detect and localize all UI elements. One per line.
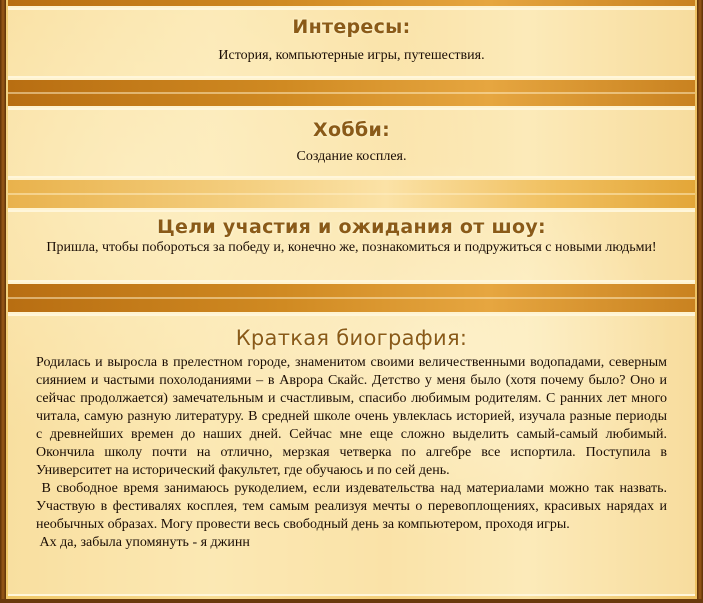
- top-divider: [8, 0, 695, 8]
- right-frame-border: [697, 0, 703, 603]
- interests-section: [8, 8, 695, 78]
- hobby-section: [8, 108, 695, 178]
- goals-text: Пришла, чтобы побороться за победу и, конечно же, познакомиться и подружиться с новыми людьми!: [46, 240, 657, 255]
- bottom-frame-border: [0, 599, 703, 603]
- bio-paragraph-3: Ах да, забыла упомянуть - я джинн: [36, 535, 250, 550]
- goals-title: Цели участия и ожидания от шоу:: [157, 216, 546, 238]
- bio-paragraph-2: В свободное время занимаюсь рукоделием, если издевательства над материалами можно так назвать. Участвую в фестивалях косплея, тем самым реализуя мечты о перевоплощениях, красивых нарядах и необычных образах. Могу провести весь свободный день за компьютером, проходя игры.: [36, 481, 671, 532]
- interests-title: Интересы:: [292, 16, 411, 38]
- left-frame-border: [0, 0, 6, 603]
- bio-paragraph-1: Родилась и выросла в прелестном городе, знаменитом своими величественными водопадами, северным сиянием и частыми похолоданиями – в Аврора Скайс. Детство у меня было (хотя почему было? Оно и сейчас продолжается) замечательным и счастливым, спасибо любимым родителям. С ранних лет много читала, самую разную литературу. В средней школе очень увлеклась историей, изучала разные периоды с древнейших времен до наших дней. Сейчас мне еще сложно выделить самый-самый любимый. Окончила школу почти на отлично, мерзкая четверка по алгебре все испортила. Поступила в Университет на исторический факультет, где обучаюсь и по сей день.: [36, 355, 667, 478]
- divider-2: [8, 178, 695, 210]
- hobby-title: Хобби:: [313, 119, 390, 141]
- bio-title: Краткая биография:: [235, 326, 468, 350]
- interests-text: История, компьютерные игры, путешествия.: [218, 48, 485, 63]
- divider-3: [8, 282, 695, 314]
- goals-section: [8, 210, 695, 282]
- divider-1: [8, 78, 695, 108]
- biography-section: [8, 314, 695, 596]
- hobby-text: Создание косплея.: [296, 149, 407, 164]
